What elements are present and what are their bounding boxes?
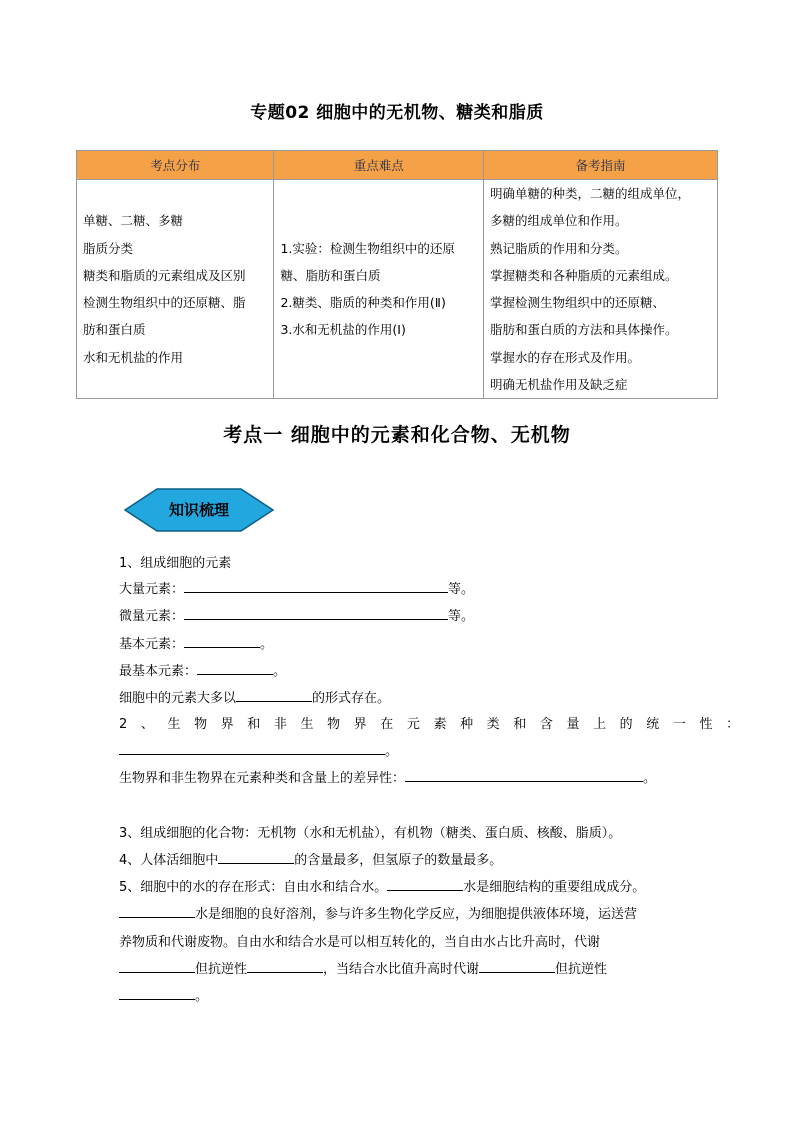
- cell-line: 糖、脂肪和蛋白质: [280, 267, 381, 283]
- content-line: [119, 605, 474, 624]
- line-text: 微量元素：: [119, 609, 185, 624]
- line-text: 养物质和代谢废物。自由水和结合水是可以相互转化的，当自由水占比升高时，代谢: [119, 935, 601, 950]
- line-text: 生物界和非生物界在元素种类和含量上的差异性：: [119, 771, 406, 786]
- answer-blank[interactable]: [184, 578, 448, 593]
- line-text: 。: [385, 744, 399, 759]
- line-text: 4、人体活细胞中: [119, 853, 219, 868]
- cell-line: 单糖、二糖、多糖: [83, 213, 184, 229]
- cell-line: 水和无机盐的作用: [83, 349, 184, 365]
- cell-line: 2.糖类、脂质的种类和作用(Ⅱ): [280, 295, 446, 311]
- table-header: 重点难点: [274, 151, 483, 180]
- line-text: 基本元素：: [119, 637, 185, 652]
- answer-blank[interactable]: [387, 876, 463, 891]
- line-text: ，当结合水比值升高时代谢: [323, 962, 480, 977]
- content-line: [119, 660, 286, 679]
- exam-points-cell: [77, 180, 274, 399]
- line-text: 但抗逆性: [195, 962, 248, 977]
- content-line: [119, 740, 398, 759]
- answer-blank[interactable]: [405, 767, 643, 782]
- answer-blank[interactable]: [247, 958, 323, 973]
- answer-blank[interactable]: [479, 958, 555, 973]
- answer-blank[interactable]: [119, 740, 385, 755]
- line-text: 水是细胞结构的重要组成成分。: [463, 880, 646, 895]
- page-title: 专题02 细胞中的无机物、糖类和脂质: [250, 103, 544, 123]
- cell-line: 3.水和无机盐的作用(Ⅰ): [280, 322, 406, 338]
- content-line: [119, 633, 273, 652]
- content-line: [119, 822, 621, 841]
- overview-table: [76, 150, 718, 399]
- line-text: 5、细胞中的水的存在形式：自由水和结合水。: [119, 880, 388, 895]
- content-line: [119, 931, 600, 950]
- content-line: [119, 767, 656, 786]
- answer-blank[interactable]: [184, 633, 260, 648]
- content-line: [119, 687, 390, 706]
- table-header: 考点分布: [77, 151, 274, 180]
- content-line: [119, 958, 607, 977]
- cell-line: 掌握检测生物组织中的还原糖、: [489, 295, 665, 311]
- content-line: [119, 552, 231, 571]
- answer-blank[interactable]: [119, 958, 195, 973]
- line-text: 等。: [448, 582, 475, 597]
- answer-blank[interactable]: [119, 985, 195, 1000]
- cell-line: 检测生物组织中的还原糖、脂: [83, 295, 246, 311]
- cell-line: 明确单糖的种类，二糖的组成单位，: [489, 186, 690, 201]
- line-text: 的形式存在。: [312, 691, 391, 706]
- section-heading: 考点一 细胞中的元素和化合物、无机物: [223, 424, 571, 446]
- line-text: 等。: [448, 609, 475, 624]
- answer-blank[interactable]: [197, 660, 273, 675]
- content-line: [119, 713, 753, 732]
- answer-blank[interactable]: [218, 849, 294, 864]
- content-line: [119, 985, 208, 1004]
- line-text: 最基本元素：: [119, 664, 198, 679]
- line-text: 大量元素：: [119, 582, 185, 597]
- answer-blank[interactable]: [236, 687, 312, 702]
- line-text: 。: [643, 771, 657, 786]
- table-row: [77, 180, 718, 399]
- line-text: 水是细胞的良好溶剂，参与许多生物化学反应，为细胞提供液体环境，运送营: [195, 907, 638, 922]
- cell-line: 脂肪和蛋白质的方法和具体操作。: [489, 322, 678, 338]
- cell-line: 掌握糖类和各种脂质的元素组成。: [489, 267, 678, 283]
- cell-line: 脂质分类: [83, 240, 134, 256]
- cell-line: 熟记脂质的作用和分类。: [489, 240, 628, 256]
- cell-line: 明确无机盐作用及缺乏症: [489, 377, 628, 393]
- content-line: [119, 849, 502, 868]
- key-difficulties-cell: [274, 180, 483, 399]
- line-text: 。: [273, 664, 287, 679]
- table-header: 备考指南: [483, 151, 717, 180]
- line-text: 1、组成细胞的元素: [119, 556, 232, 571]
- content-line: [119, 578, 474, 597]
- study-guide-cell: [483, 180, 717, 399]
- answer-blank[interactable]: [119, 903, 195, 918]
- line-text: 。: [195, 989, 209, 1004]
- line-text: 2、生物界和非生物界在元素种类和含量上的统一性：: [119, 717, 753, 732]
- cell-line: 1.实验：检测生物组织中的还原: [280, 240, 455, 256]
- badge-label: 知识梳理: [168, 501, 229, 519]
- line-text: 3、组成细胞的化合物：无机物（水和无机盐），有机物（糖类、蛋白质、核酸、脂质）。: [119, 826, 622, 841]
- cell-line: 糖类和脂质的元素组成及区别: [83, 267, 246, 283]
- table-header-row: [77, 151, 718, 180]
- line-text: 的含量最多，但氢原子的数量最多。: [294, 853, 503, 868]
- knowledge-badge: [123, 487, 275, 533]
- cell-line: 多糖的组成单位和作用。: [489, 213, 628, 229]
- cell-line: 肪和蛋白质: [83, 322, 146, 338]
- answer-blank[interactable]: [184, 605, 448, 620]
- content-line: [119, 903, 637, 922]
- cell-line: 掌握水的存在形式及作用。: [489, 349, 640, 365]
- line-text: 但抗逆性: [555, 962, 608, 977]
- line-text: 细胞中的元素大多以: [119, 691, 237, 706]
- content-line: [119, 876, 645, 895]
- line-text: 。: [260, 637, 274, 652]
